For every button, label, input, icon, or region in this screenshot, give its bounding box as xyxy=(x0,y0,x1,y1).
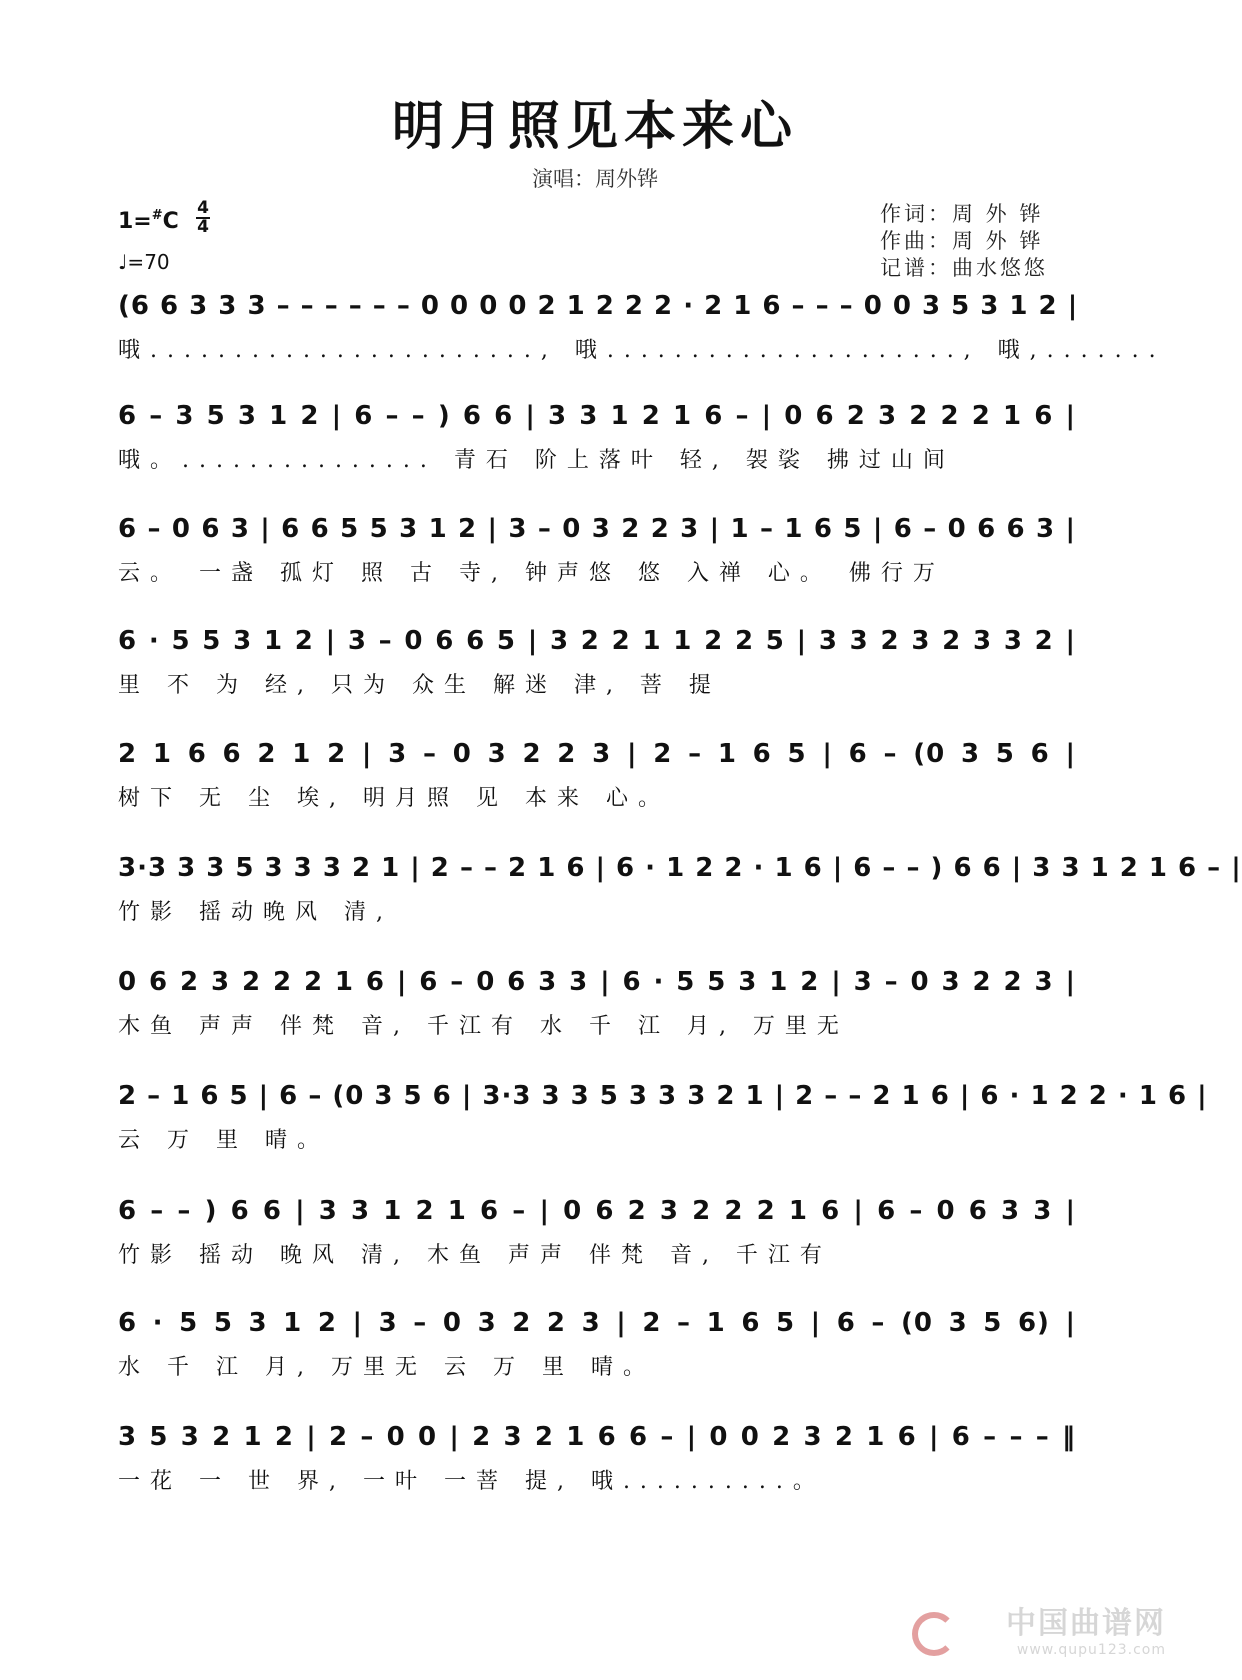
notation-line: 6 · 5 5 3 1 2 | 3 – 0 6 6 5 | 3 2 2 1 1 2 2 5 | 3 3 2 3 2 3 3 2 | xyxy=(118,626,1076,656)
score-row xyxy=(118,961,1076,1043)
lyric-line: 里 不 为 经, 只为 众生 解迷 津, 菩 提 xyxy=(118,673,721,698)
lyricist-credit: 作词：周 外 铧 xyxy=(880,202,1044,226)
time-signature xyxy=(196,200,210,236)
score-row xyxy=(118,508,1076,590)
lyric-line: 云。 一盏 孤灯 照 古 寺, 钟声悠 悠 入禅 心。 佛行万 xyxy=(118,561,945,586)
notation-line: 3·3 3 3 5 3 3 3 2 1 | 2 – – 2 1 6 | 6 · 1 2 2 · 1 6 | 6 – – ) 6 6 | 3 3 1 2 1 6 – | xyxy=(118,853,1242,883)
key-signature xyxy=(118,208,179,234)
notation-line: 6 – 3 5 3 1 2 | 6 – – ) 6 6 | 3 3 1 2 1 6 – | 0 6 2 3 2 2 2 1 6 | xyxy=(118,401,1076,431)
lyric-line: 木鱼 声声 伴梵 音, 千江有 水 千 江 月, 万里无 xyxy=(118,1014,849,1039)
transcriber-credit: 记谱：曲水悠悠 xyxy=(880,256,1048,280)
time-signature-bottom: 4 xyxy=(197,217,209,237)
score-row xyxy=(118,620,1076,702)
key-prefix: 1= xyxy=(118,209,152,234)
key-note: C xyxy=(162,209,179,234)
score-row xyxy=(118,1416,1076,1498)
composer-credit: 作曲：周 外 铧 xyxy=(880,229,1044,253)
time-signature-top: 4 xyxy=(197,198,209,218)
lyric-line: 树下 无 尘 埃, 明月照 见 本来 心。 xyxy=(118,786,670,811)
lyric-line: 竹影 摇动晚风 清, xyxy=(118,900,393,925)
score-row xyxy=(118,285,1166,367)
notation-line: 0 6 2 3 2 2 2 1 6 | 6 – 0 6 3 3 | 6 · 5 5 3 1 2 | 3 – 0 3 2 2 3 | xyxy=(118,967,1076,997)
score-row xyxy=(118,1190,1076,1272)
score-row xyxy=(118,847,1242,929)
lyric-line: 竹影 摇动 晚风 清, 木鱼 声声 伴梵 音, 千江有 xyxy=(118,1243,832,1268)
score-row xyxy=(118,395,1076,477)
tempo-marking: ♩=70 xyxy=(118,250,170,274)
lyric-line: 水 千 江 月, 万里无 云 万 里 晴。 xyxy=(118,1355,655,1380)
notation-line: 6 – 0 6 3 | 6 6 5 5 3 1 2 | 3 – 0 3 2 2 3 | 1 – 1 6 5 | 6 – 0 6 6 3 | xyxy=(118,514,1076,544)
lyric-line: 云 万 里 晴。 xyxy=(118,1128,329,1153)
notation-line: 2 1 6 6 2 1 2 | 3 – 0 3 2 2 3 | 2 – 1 6 5 | 6 – (0 3 5 6 | xyxy=(118,739,1076,769)
score-row xyxy=(118,733,1076,815)
song-title: 明月照见本来心 xyxy=(391,96,798,157)
notation-line: 3 5 3 2 1 2 | 2 – 0 0 | 2 3 2 1 6 6 – | 0 0 2 3 2 1 6 | 6 – – – ‖ xyxy=(118,1422,1076,1452)
lyric-line: 哦。............... 青石 阶上落叶 轻, 袈裟 拂过山间 xyxy=(118,448,955,473)
lyric-line: 一花 一 世 界, 一叶 一菩 提, 哦..........。 xyxy=(118,1469,825,1494)
notation-line: 2 – 1 6 5 | 6 – (0 3 5 6 | 3·3 3 3 5 3 3 3 2 1 | 2 – – 2 1 6 | 6 · 1 2 2 · 1 6 | xyxy=(118,1081,1208,1111)
singer-credit: 演唱：周外铧 xyxy=(532,167,658,191)
lyric-line: 哦......................., 哦....................., 哦,....... xyxy=(118,338,1166,363)
notation-line: 6 · 5 5 3 1 2 | 3 – 0 3 2 2 3 | 2 – 1 6 5 | 6 – (0 3 5 6) | xyxy=(118,1308,1076,1338)
score-row xyxy=(118,1075,1208,1157)
notation-line: (6 6 3 3 3 – – – – – – 0 0 0 0 2 1 2 2 2 · 2 1 6 – – – 0 0 3 5 3 1 2 | xyxy=(118,291,1079,321)
credits-block xyxy=(880,201,1048,282)
notation-line: 6 – – ) 6 6 | 3 3 1 2 1 6 – | 0 6 2 3 2 2 2 1 6 | 6 – 0 6 3 3 | xyxy=(118,1196,1076,1226)
site-watermark xyxy=(1006,1598,1166,1658)
score-row xyxy=(118,1302,1076,1384)
watermark-url: www.qupu123.com xyxy=(1016,1642,1166,1658)
sharp-sign: # xyxy=(151,208,163,223)
site-logo-icon xyxy=(912,1612,956,1656)
watermark-name: 中国曲谱网 xyxy=(1006,1606,1166,1641)
